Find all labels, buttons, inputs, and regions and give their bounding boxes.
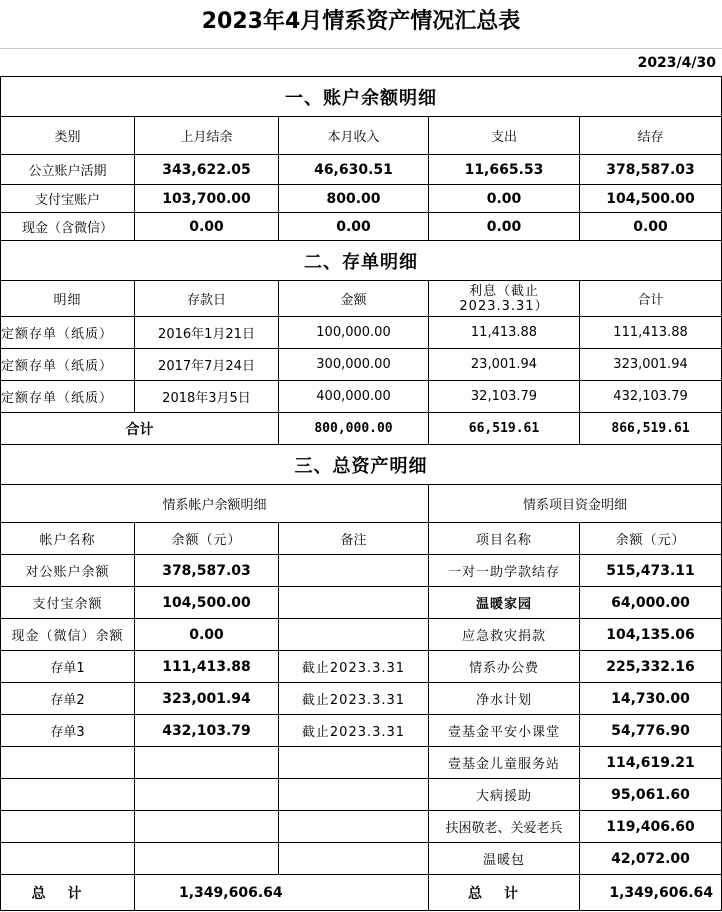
table-cell (135, 811, 279, 843)
table-row (1, 683, 722, 715)
table-cell: 103,700.00 (135, 185, 279, 213)
column-header: 余额（元） (580, 523, 722, 555)
table-row (1, 213, 722, 241)
table-cell: 64,000.00 (580, 587, 722, 619)
table-cell: 378,587.03 (135, 555, 279, 587)
table-cell: 104,500.00 (135, 587, 279, 619)
table-cell: 23,001.94 (429, 349, 580, 381)
column-header: 余额（元） (135, 523, 279, 555)
table-cell: 0.00 (135, 213, 279, 241)
table-cell: 情系办公费 (429, 651, 580, 683)
table-cell: 800.00 (279, 185, 429, 213)
table-cell: 0.00 (429, 213, 580, 241)
table-cell: 净水计划 (429, 683, 580, 715)
table-cell: 0.00 (580, 213, 722, 241)
table-cell: 119,406.60 (580, 811, 722, 843)
table-cell: 323,001.94 (135, 683, 279, 715)
table-cell: 378,587.03 (580, 155, 722, 185)
table-cell: 定额存单（纸质） (1, 349, 135, 381)
table-cell (1, 811, 135, 843)
summary-table-top (0, 76, 722, 445)
page-title: 2023年4月情系资产情况汇总表 (201, 9, 521, 34)
table-row (1, 155, 722, 185)
column-header: 结存 (580, 117, 722, 155)
table-row (1, 381, 722, 413)
table-cell: 存单3 (1, 715, 135, 747)
table-cell: 现金（微信）余额 (1, 619, 135, 651)
section-heading-total-assets: 三、总资产明细 (1, 445, 722, 485)
column-header: 利息（截止2023.3.31） (429, 281, 580, 317)
total-interest: 66,519.61 (429, 413, 580, 445)
table-cell: 46,630.51 (279, 155, 429, 185)
grand-total-label-text: 总计 (31, 885, 104, 902)
table-cell: 大病援助 (429, 779, 580, 811)
table-row (1, 349, 722, 381)
table-cell: 定额存单（纸质） (1, 381, 135, 413)
deposit-total-row (1, 413, 722, 445)
table-cell (279, 619, 429, 651)
table-cell: 0.00 (279, 213, 429, 241)
subsection-title-row (1, 485, 722, 523)
table-row (1, 715, 722, 747)
table-cell: 432,103.79 (580, 381, 722, 413)
table-cell: 104,500.00 (580, 185, 722, 213)
table-cell: 104,135.06 (580, 619, 722, 651)
table-cell: 存单1 (1, 651, 135, 683)
table-header-row (1, 117, 722, 155)
table-cell (279, 555, 429, 587)
table-row (1, 811, 722, 843)
table-cell: 支付宝账户 (1, 185, 135, 213)
table-cell (135, 843, 279, 875)
section-heading-deposit-details: 二、存单明细 (1, 241, 722, 281)
total-assets-table (0, 444, 722, 911)
table-row (1, 747, 722, 779)
table-cell: 截止2023.3.31 (279, 683, 429, 715)
table-row (1, 619, 722, 651)
table-cell: 应急救灾捐款 (429, 619, 580, 651)
table-cell: 11,413.88 (429, 317, 580, 349)
table-cell: 温暖家园 (429, 587, 580, 619)
total-label: 合计 (1, 413, 279, 445)
table-cell: 515,473.11 (580, 555, 722, 587)
table-cell (135, 779, 279, 811)
grand-total-label-right (429, 875, 580, 911)
table-cell: 100,000.00 (279, 317, 429, 349)
table-cell (279, 843, 429, 875)
column-header: 明细 (1, 281, 135, 317)
table-header-row (1, 281, 722, 317)
table-cell: 114,619.21 (580, 747, 722, 779)
table-cell (279, 811, 429, 843)
table-cell: 42,072.00 (580, 843, 722, 875)
table-cell (1, 843, 135, 875)
table-cell: 300,000.00 (279, 349, 429, 381)
column-header: 支出 (429, 117, 580, 155)
table-row (1, 317, 722, 349)
title-divider (0, 48, 722, 49)
right-subsection-title: 情系项目资金明细 (429, 485, 722, 523)
table-cell: 定额存单（纸质） (1, 317, 135, 349)
column-header: 本月收入 (279, 117, 429, 155)
table-cell: 400,000.00 (279, 381, 429, 413)
section-heading-account-balance: 一、账户余额明细 (1, 77, 722, 117)
column-header: 上月结余 (135, 117, 279, 155)
table-cell: 支付宝余额 (1, 587, 135, 619)
table-cell: 2016年1月21日 (135, 317, 279, 349)
table-cell: 壹基金儿童服务站 (429, 747, 580, 779)
table-cell: 225,332.16 (580, 651, 722, 683)
table-cell (279, 587, 429, 619)
report-date: 2023/4/30 (637, 55, 716, 71)
table-cell: 存单2 (1, 683, 135, 715)
column-header: 类别 (1, 117, 135, 155)
table-cell: 32,103.79 (429, 381, 580, 413)
table-cell: 0.00 (429, 185, 580, 213)
table-cell (135, 747, 279, 779)
table-cell: 截止2023.3.31 (279, 651, 429, 683)
table-cell: 323,001.94 (580, 349, 722, 381)
table-cell (279, 747, 429, 779)
table-cell: 公立账户活期 (1, 155, 135, 185)
table-cell: 对公账户余额 (1, 555, 135, 587)
table-cell: 111,413.88 (580, 317, 722, 349)
table-row (1, 555, 722, 587)
table-cell: 14,730.00 (580, 683, 722, 715)
grand-total-label-text: 总计 (468, 885, 540, 902)
table-cell: 扶困敬老、关爱老兵 (429, 811, 580, 843)
total-amount: 800,000.00 (279, 413, 429, 445)
table-row (1, 843, 722, 875)
table-cell: 截止2023.3.31 (279, 715, 429, 747)
column-header: 金额 (279, 281, 429, 317)
table-cell (279, 779, 429, 811)
table-row (1, 651, 722, 683)
table-header-row (1, 523, 722, 555)
table-cell: 2018年3月5日 (135, 381, 279, 413)
table-cell: 2017年7月24日 (135, 349, 279, 381)
table-cell: 11,665.53 (429, 155, 580, 185)
grand-total-label-left (1, 875, 135, 911)
table-cell (1, 747, 135, 779)
total-sum: 866,519.61 (580, 413, 722, 445)
table-cell: 0.00 (135, 619, 279, 651)
table-row (1, 779, 722, 811)
grand-total-row (1, 875, 722, 911)
grand-total-right-value: 1,349,606.64 (580, 875, 722, 911)
column-header: 项目名称 (429, 523, 580, 555)
table-cell: 一对一助学款结存 (429, 555, 580, 587)
table-row (1, 587, 722, 619)
column-header: 备注 (279, 523, 429, 555)
table-cell: 111,413.88 (135, 651, 279, 683)
table-cell: 95,061.60 (580, 779, 722, 811)
left-subsection-title: 情系帐户余额明细 (1, 485, 429, 523)
table-cell: 温暖包 (429, 843, 580, 875)
table-cell: 54,776.90 (580, 715, 722, 747)
table-cell: 343,622.05 (135, 155, 279, 185)
column-header: 帐户名称 (1, 523, 135, 555)
column-header: 合计 (580, 281, 722, 317)
table-cell: 432,103.79 (135, 715, 279, 747)
table-cell: 壹基金平安小课堂 (429, 715, 580, 747)
table-cell (1, 779, 135, 811)
table-cell: 现金（含微信） (1, 213, 135, 241)
column-header: 存款日 (135, 281, 279, 317)
grand-total-left-value: 1,349,606.64 (135, 875, 429, 911)
table-row (1, 185, 722, 213)
